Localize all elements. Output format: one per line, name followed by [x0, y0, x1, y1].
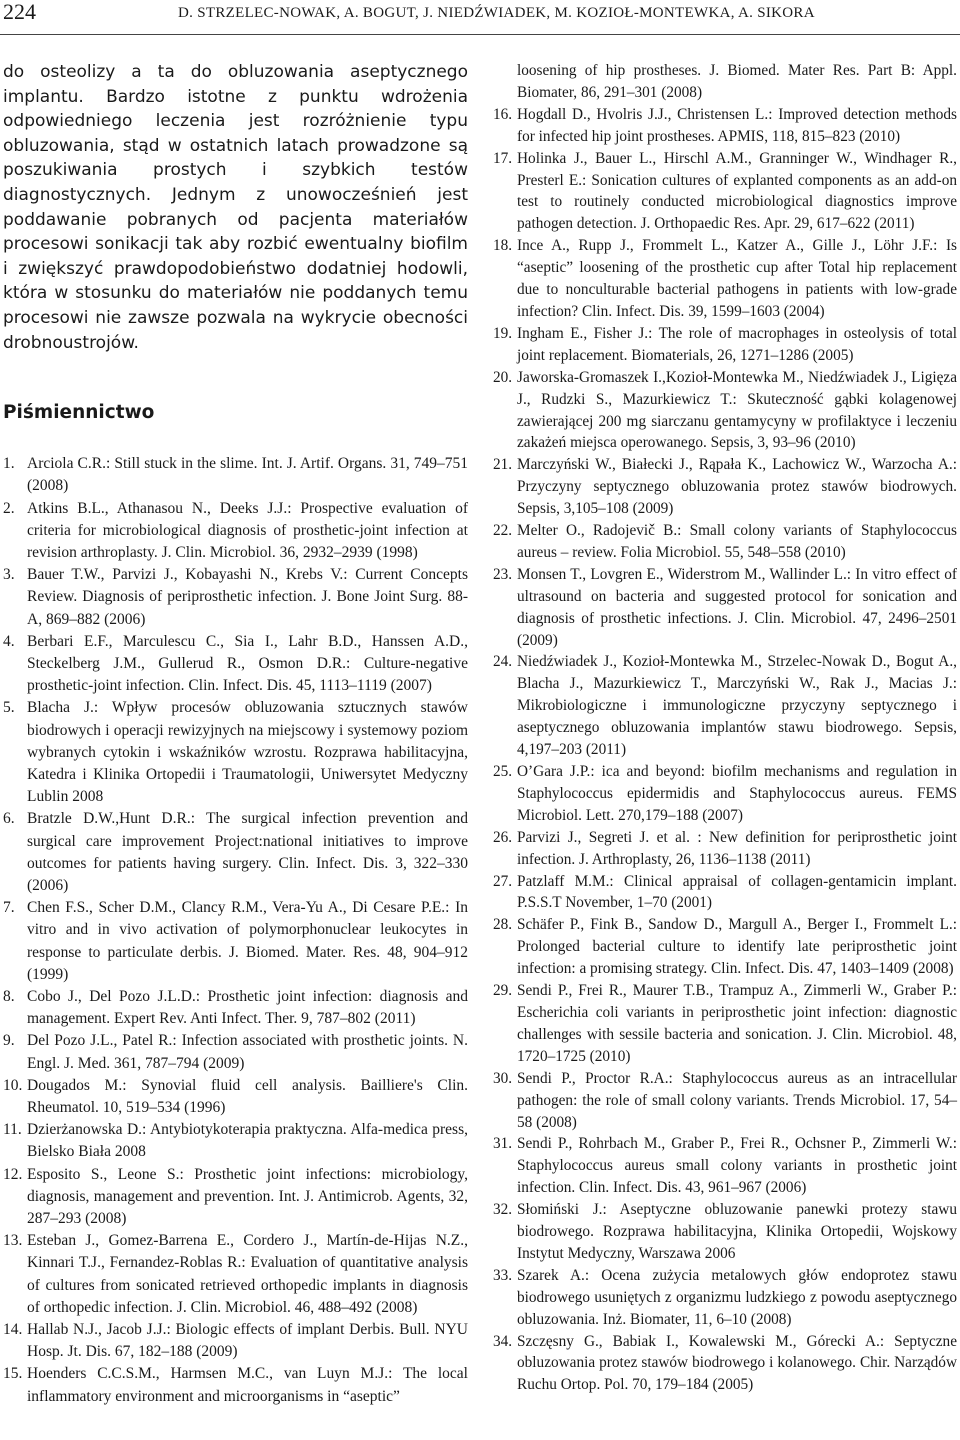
reference-text: Szarek A.: Ocena zużycia metalowych głów endoprotez stawu biodrowego usuniętych z organizmu ludzkiego z powodu aseptycznego obluzowania. Inż. Biomater, 11, 6–10 (2008) — [517, 1266, 957, 1328]
reference-number: 4. — [3, 632, 15, 650]
reference-item — [493, 60, 957, 104]
reference-text: Berbari E.F., Marculescu C., Sia I., Lahr B.D., Hanssen A.D., Steckelberg J.M., Gullerud R., Osmon D.R.: Culture-negative prosthetic-joint infection. Clin. Infect. Dis. 45, 1113–1119 (2007) — [27, 632, 468, 695]
reference-item — [3, 498, 468, 565]
reference-item — [3, 1363, 468, 1407]
reference-item — [493, 323, 957, 367]
reference-number: 22. — [493, 522, 513, 540]
reference-number: 13. — [3, 1232, 23, 1250]
reference-number: 19. — [493, 324, 513, 342]
reference-number: 11. — [3, 1121, 22, 1139]
reference-number: 8. — [3, 988, 15, 1005]
reference-number: 29. — [493, 982, 513, 1000]
reference-number: 17. — [493, 149, 513, 167]
reference-text: Monsen T., Lovgren E., Widerstrom M., Wallinder L.: In vitro effect of ultrasound on bacteria and suggested protocol for sonication and diagnosis of prosthetic infections. J. Clin. Microbiol. 47, 2496–2501 (2009) — [517, 565, 957, 649]
page-number: 224 — [3, 0, 36, 24]
reference-item — [493, 827, 957, 871]
reference-text: Blacha J.: Wpływ procesów obluzowania sztucznych stawów biodrowych i operacji rewizyjnych na miejscowy i systemowy poziom wybranych cytokin i wskaźników wzrostu. Rozprawa habilitacyjna, Katedra i Klinika Ortopedii i Traumatologii, Uniwersytet Medyczny Lublin 2008 — [27, 699, 468, 806]
reference-item — [493, 651, 957, 761]
reference-item — [493, 1199, 957, 1265]
reference-number: 23. — [493, 565, 513, 583]
references-title: Piśmiennictwo — [3, 402, 155, 424]
reference-number: 9. — [3, 1032, 15, 1050]
reference-item — [493, 980, 957, 1068]
reference-item — [3, 631, 468, 698]
reference-text: Holinka J., Bauer L., Hirschl A.M., Granninger W., Windhager R., Presterl E.: Sonication cultures of explanted components as an add-on test to routinely conducted microbiological diagnostics improve pathogen detection. J. Orthopaedic Res. Apr. 29, 617–622 (2011) — [517, 149, 957, 233]
reference-item — [493, 104, 957, 148]
reference-text: Sendi P., Rohrbach M., Graber P., Frei R., Ochsner P., Zimmerli W.: Staphylococcus aureus small colony variants in prosthetic joint infection. Clin. Infect. Dis. 43, 961–967 (2006) — [517, 1135, 957, 1197]
reference-item — [493, 914, 957, 980]
reference-item — [3, 986, 468, 1030]
reference-text: loosening of hip prostheses. J. Biomed. Mater Res. Part B: Appl. Biomater, 86, 291–301 (2008) — [517, 62, 957, 101]
header-rule — [0, 34, 960, 35]
reference-text: Ingham E., Fisher J.: The role of macrophages in osteolysis of total joint replacement. Biomaterials, 26, 1271–1286 (2005) — [517, 324, 957, 364]
reference-item — [493, 871, 957, 915]
reference-number: 30. — [493, 1069, 513, 1087]
reference-number: 33. — [493, 1266, 513, 1284]
reference-number: 7. — [3, 899, 15, 917]
reference-item — [3, 564, 468, 631]
reference-text: Hogdall D., Hvolris J.J., Christensen L.: Improved detection methods for infected hip joint prostheses. APMIS, 118, 815–823 (2010) — [517, 105, 957, 145]
reference-text: Sendi P., Frei R., Maurer T.B., Trampuz A., Zimmerli W., Graber P.: Escherichia coli variants in periprosthetic joint infection: diagnostic challenges with sessile bacteria and sonication. J. Clin. Microbiol. 48, 1720–1725 (2010) — [517, 982, 957, 1065]
reference-number: 12. — [3, 1165, 23, 1183]
reference-item — [3, 1319, 468, 1363]
reference-text: Esposito S., Leone S.: Prosthetic joint infections: microbiology, diagnosis, management and prevention. Int. J. Antimicrob. Agents, 32, 287–293 (2008) — [27, 1165, 468, 1228]
reference-item — [3, 1119, 468, 1163]
reference-item — [493, 1331, 957, 1397]
reference-number: 14. — [3, 1321, 23, 1339]
reference-number: 2. — [3, 499, 15, 517]
left-column — [3, 60, 468, 1408]
reference-number: 5. — [3, 699, 15, 717]
reference-number: 31. — [493, 1135, 513, 1153]
reference-number: 16. — [493, 105, 513, 123]
reference-text: Melter O., Radojevič B.: Small colony variants of Staphylococcus aureus – review. Folia Microbiol. 55, 548–558 (2010) — [517, 522, 957, 561]
reference-text: Niedźwiadek J., Kozioł-Montewka M., Strzelec-Nowak D., Bogut A., Blacha J., Mazurkiewicz T., Marczyński W., Rak J., Macias J.: Mikrobiologiczne i immunologiczne przyczyny septycznego i aseptycznego obluzowania implantów stawu biodrowego. Sepsis, 4,197–203 (2011) — [517, 653, 957, 759]
reference-text: Atkins B.L., Athanasou N., Deeks J.J.: Prospective evaluation of criteria for microbiological diagnosis of prosthetic-joint infection at revision arthroplasty. J. Clin. Microbiol. 36, 2932–2939 (1998) — [27, 499, 468, 561]
reference-text: Hoenders C.C.S.M., Harmsen M.C., van Luyn M.J.: The local inflammatory environment and microorganisms in “aseptic” — [27, 1365, 468, 1405]
reference-text: Chen F.S., Scher D.M., Clancy R.M., Vera-Yu A., Di Cesare P.E.: In vitro and in vivo activation of polymorphonuclear leukocytes in response to particulate derbis. J. Biomed. Mater. Res. 48, 904–912 (1999) — [27, 899, 468, 983]
right-column — [493, 60, 957, 1396]
reference-number: 26. — [493, 828, 513, 846]
reference-text: Bauer T.W., Parvizi J., Kobayashi N., Krebs V.: Current Concepts Review. Diagnosis of periprosthetic infection. J. Bone Joint Surg. 88-A, 869–882 (2006) — [27, 566, 468, 628]
reference-number: 28. — [493, 916, 513, 934]
reference-text: Dzierżanowska D.: Antybiotykoterapia praktyczna. Alfa-medica press, Bielsko Biała 2008 — [27, 1121, 468, 1161]
reference-number: 25. — [493, 763, 513, 780]
reference-item — [3, 697, 468, 808]
reference-item — [3, 1230, 468, 1319]
reference-text: Ince A., Rupp J., Frommelt L., Katzer A., Gille J., Löhr J.F.: Is “aseptic” loosening of the prosthetic cup after Total hip replacement due to nonculturable bacterial pathogens in patients with low-grade infection? Clin. Infect. Dis. 39, 1599–1603 (2004) — [517, 237, 957, 320]
body-paragraph: do osteolizy a ta do obluzowania aseptycznego implantu. Bardzo istotne z punktu wdrożenia odpowiedniego leczenia jest rozróżnienie typu obluzowania, stąd w ostatnich latach prowadzone są poszukiwania prostych i szybkich testów diagnostycznych. Jednym z unowocześnień jest poddawanie pobranych od pacjenta materiałów procesowi sonikacji tak aby rozbić ewentualny biofilm i zwiększyć prawdopodobieństwo dodatniej hodowli, która w stosunku do materiałów nie poddanych temu procesowi nie zawsze pozwala na wykrycie obecności drobnoustrojów. — [3, 62, 468, 353]
reference-number: 27. — [493, 872, 513, 890]
reference-text: O’Gara J.P.: ica and beyond: biofilm mechanisms and regulation in Staphylococcus epidermidis and Staphylococcus aureus. FEMS Microbiol. Lett. 270,179–188 (2007) — [517, 763, 957, 824]
reference-text: Cobo J., Del Pozo J.L.D.: Prosthetic joint infection: diagnosis and management. Expert Rev. Anti Infect. Ther. 9, 787–802 (2011) — [27, 988, 468, 1028]
reference-item — [493, 367, 957, 455]
reference-item — [493, 454, 957, 520]
reference-text: Jaworska-Gromaszek I.,Kozioł-Montewka M., Niedźwiadek J., Ligięza J., Rudzki S., Mazurkiewicz T.: Skuteczność gąbki kolagenowej zawierającej 200 mg siarczanu gentamycyny w profilaktyce i leczeniu zakażeń miejsca operowanego. Sepsis, 3, 93–96 (2010) — [517, 368, 957, 452]
reference-number: 21. — [493, 456, 513, 474]
reference-item — [493, 761, 957, 827]
reference-item — [3, 1075, 468, 1119]
reference-number: 1. — [3, 455, 15, 473]
running-head: D. STRZELEC-NOWAK, A. BOGUT, J. NIEDŹWIADEK, M. KOZIOŁ-MONTEWKA, A. SIKORA — [178, 5, 815, 21]
reference-list-left — [3, 453, 468, 1408]
reference-number: 15. — [3, 1365, 23, 1383]
reference-number: 18. — [493, 237, 513, 255]
reference-text: Słomiński J.: Aseptyczne obluzowanie panewki protezy stawu biodrowego. Rozprawa habilitacyjna, Klinika Ortopedii, Wojskowy Instytut Medyczny, Warszawa 2006 — [517, 1201, 957, 1262]
reference-number: 34. — [493, 1332, 513, 1350]
reference-item — [493, 235, 957, 323]
reference-text: Bratzle D.W.,Hunt D.R.: The surgical infection prevention and surgical care improvement Project:national initiatives to improve outcomes for patients having surgery. Clin. Infect. Dis. 3, 322–330 (2006) — [27, 810, 468, 894]
reference-item — [493, 564, 957, 652]
reference-item — [3, 897, 468, 986]
reference-item — [493, 1068, 957, 1134]
page-header — [0, 0, 960, 40]
reference-number: 20. — [493, 368, 513, 386]
reference-text: Arciola C.R.: Still stuck in the slime. Int. J. Artif. Organs. 31, 749–751 (2008) — [27, 455, 468, 495]
reference-item — [3, 808, 468, 897]
reference-item — [3, 1164, 468, 1231]
reference-item — [493, 520, 957, 564]
reference-text: Schäfer P., Fink B., Sandow D., Margull A., Berger I., Frommelt L.: Prolonged bacterial culture to identify late periprosthetic joint infection: a promising strategy. Clin. Infect. Dis. 47, 1403–1409 (2008) — [517, 916, 957, 978]
reference-text: Sendi P., Proctor R.A.: Staphylococcus aureus as an intracellular pathogen: the role of small colony variants. Trends Microbiol. 17, 54–58 (2008) — [517, 1069, 957, 1131]
reference-text: Marczyński W., Białecki J., Rąpała K., Lachowicz W., Warzocha A.: Przyczyny septycznego obluzowania protez stawów biodrowych. Sepsis, 3,105–108 (2009) — [517, 456, 957, 518]
reference-number: 6. — [3, 810, 15, 828]
reference-number: 3. — [3, 566, 15, 584]
reference-text: Esteban J., Gomez-Barrena E., Cordero J., Martín-de-Hijas N.Z., Kinnari T.J., Fernandez-Roblas R.: Evaluation of quantitative analysis of cultures from sonicated retrieved orthopedic implants in diagnosis of orthopedic infection. J. Clin. Microbiol. 46, 488–492 (2008) — [27, 1232, 468, 1316]
reference-number: 32. — [493, 1201, 513, 1219]
reference-item — [3, 1030, 468, 1074]
reference-text: Patzlaff M.M.: Clinical appraisal of collagen-gentamicin implant. P.S.S.T November, 1–70 (2001) — [517, 872, 957, 912]
reference-item — [493, 148, 957, 236]
reference-text: Szczęsny G., Babiak I., Kowalewski M., Górecki A.: Septyczne obluzowania protez stawów biodrowego i kolanowego. Chir. Narządów Ruchu Ortop. Pol. 70, 179–184 (2005) — [517, 1332, 957, 1394]
reference-number: 10. — [3, 1076, 23, 1094]
reference-text: Parvizi J., Segreti J. et al. : New definition for periprosthetic joint infection. J. Arthroplasty, 26, 1136–1138 (2011) — [517, 828, 957, 868]
reference-item — [3, 453, 468, 497]
reference-text: Del Pozo J.L., Patel R.: Infection associated with prosthetic joints. N. Engl. J. Med. 361, 787–794 (2009) — [27, 1032, 468, 1072]
reference-item — [493, 1133, 957, 1199]
reference-list-right — [493, 60, 957, 1396]
reference-number: 24. — [493, 653, 513, 671]
reference-text: Dougados M.: Synovial fluid cell analysis. Bailliere's Clin. Rheumatol. 10, 519–534 (1996) — [27, 1076, 468, 1117]
reference-item — [493, 1265, 957, 1331]
reference-text: Hallab N.J., Jacob J.J.: Biologic effects of implant Derbis. Bull. NYU Hosp. Jt. Dis. 67, 182–188 (2009) — [27, 1321, 468, 1361]
